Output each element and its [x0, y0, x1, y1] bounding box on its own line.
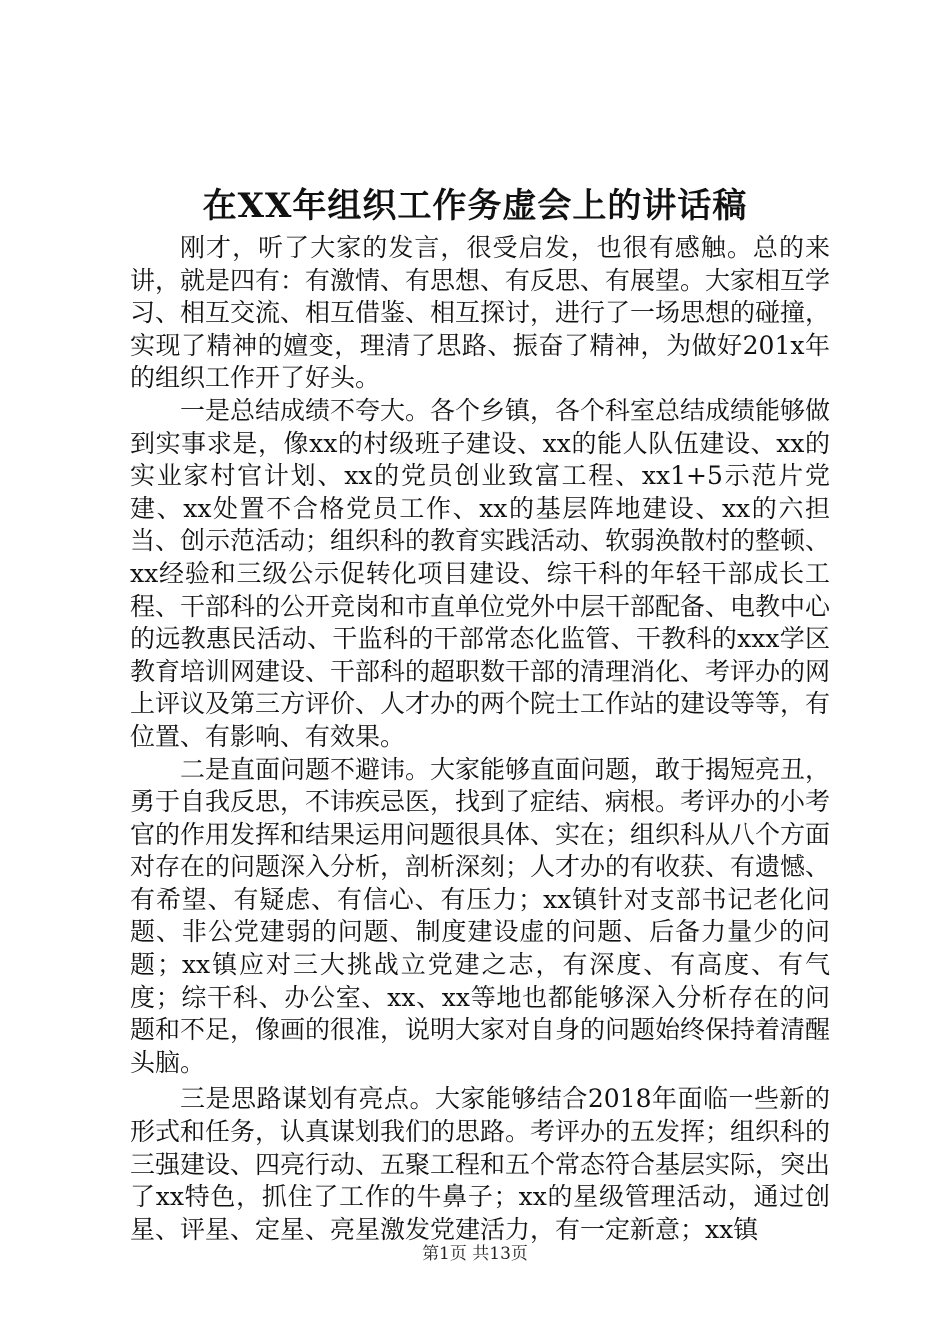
document-title: 在XX年组织工作务虚会上的讲话稿 — [202, 186, 748, 226]
page-number-footer: 第1页 共13页 — [422, 1244, 528, 1264]
paragraph-point-three: 三是思路谋划有亮点。大家能够结合2018年面临一些新的形式和任务，认真谋划我们的思路。考评办的五发挥；组织科的三强建设、四亮行动、五聚工程和五个常态符合基层实际，突出了xx特色，抓住了工作的牛鼻子；xx的星级管理活动，通过创星、评星、定星、亮星激发党建活力，有一定新意；xx镇 — [130, 1084, 831, 1244]
paragraph-point-two: 二是直面问题不避讳。大家能够直面问题，敢于揭短亮丑，勇于自我反思，不讳疾忌医，找到了症结、病根。考评办的小考官的作用发挥和结果运用问题很具体、实在；组织科从八个方面对存在的问题深入分析，剖析深刻；人才办的有收获、有遗憾、有希望、有疑虑、有信心、有压力；xx镇针对支部书记老化问题、非公党建弱的问题、制度建设虚的问题、后备力量少的问题；xx镇应对三大挑战立党建之志，有深度、有高度、有气度；综干科、办公室、xx、xx等地也都能够深入分析存在的问题和不足，像画的很准，说明大家对自身的问题始终保持着清醒头脑。 — [130, 754, 831, 1077]
paragraph-intro: 刚才，听了大家的发言，很受启发，也很有感触。总的来讲，就是四有：有激情、有思想、有反思、有展望。大家相互学习、相互交流、相互借鉴、相互探讨，进行了一场思想的碰撞，实现了精神的嬗变，理清了思路、振奋了精神，为做好201x年的组织工作开了好头。 — [130, 233, 831, 393]
paragraph-point-one: 一是总结成绩不夸大。各个乡镇，各个科室总结成绩能够做到实事求是，像xx的村级班子建设、xx的能人队伍建设、xx的实业家村官计划、xx的党员创业致富工程、xx1+5示范片党建、xx处置不合格党员工作、xx的基层阵地建设、xx的六担当、创示范活动；组织科的教育实践活动、软弱涣散村的整顿、xx经验和三级公示促转化项目建设、综干科的年轻干部成长工程、干部科的公开竞岗和市直单位党外中层干部配备、电教中心的远教惠民活动、干监科的干部常态化监管、干教科的xxx学区教育培训网建设、干部科的超职数干部的清理消化、考评办的网上评议及第三方评价、人才办的两个院士工作站的建设等等，有位置、有影响、有效果。 — [130, 395, 831, 751]
document-body — [130, 232, 830, 1246]
